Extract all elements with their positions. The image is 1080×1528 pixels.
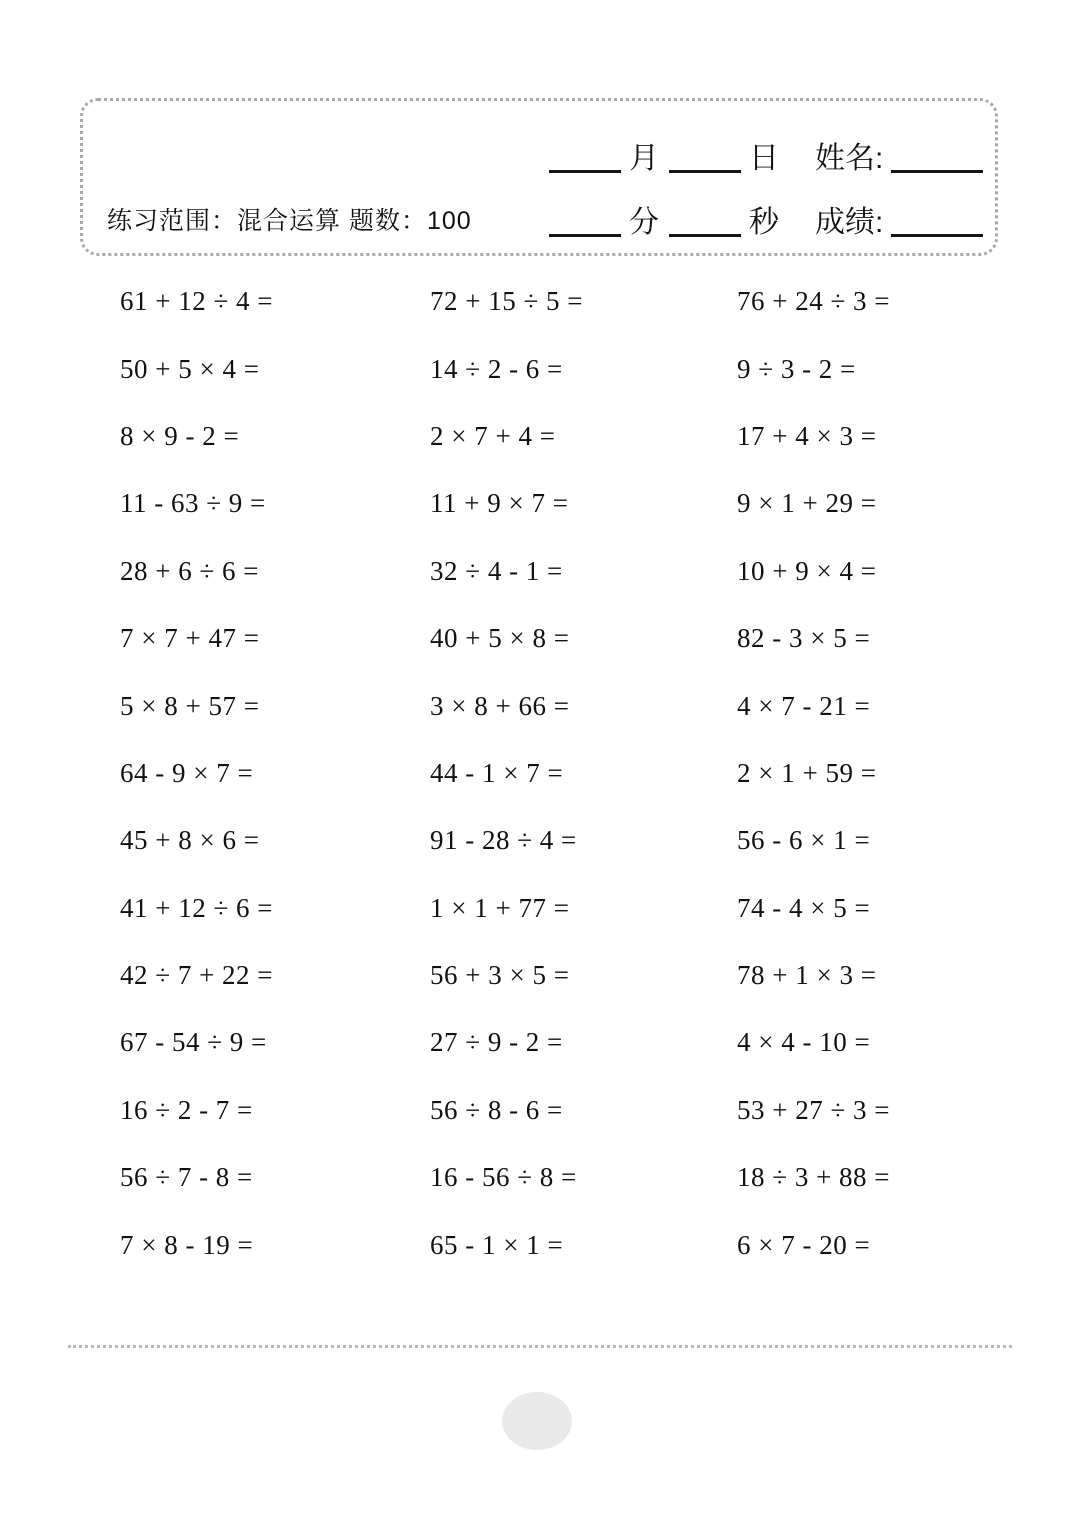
score-label: 成绩: (815, 206, 884, 239)
problem: 11 - 63 ÷ 9 = (120, 488, 266, 519)
page-number-placeholder (502, 1392, 572, 1450)
problem: 3 × 8 + 66 = (430, 690, 570, 721)
problem: 61 + 12 ÷ 4 = (120, 286, 274, 317)
problem: 44 - 1 × 7 = (430, 757, 564, 788)
problem: 67 - 54 ÷ 9 = (120, 1027, 267, 1058)
problem: 27 ÷ 9 - 2 = (430, 1027, 563, 1058)
month-blank (549, 146, 621, 173)
minute-blank (549, 210, 621, 237)
date-line (549, 133, 983, 177)
problem: 32 ÷ 4 - 1 = (430, 555, 563, 586)
problem: 56 ÷ 7 - 8 = (120, 1162, 253, 1193)
problem: 5 × 8 + 57 = (120, 690, 260, 721)
minute-label: 分 (629, 206, 659, 239)
problem: 41 + 12 ÷ 6 = (120, 892, 274, 923)
problem: 6 × 7 - 20 = (737, 1229, 871, 1260)
problem: 8 × 9 - 2 = (120, 420, 240, 451)
second-label: 秒 (749, 206, 779, 239)
day-label: 日 (749, 142, 779, 175)
problem: 65 - 1 × 1 = (430, 1229, 564, 1260)
footer-dotted-divider (68, 1345, 1012, 1348)
problem: 2 × 1 + 59 = (737, 757, 877, 788)
day-blank (669, 146, 741, 173)
problem: 56 ÷ 8 - 6 = (430, 1094, 563, 1125)
score-blank (891, 210, 983, 237)
problem: 53 + 27 ÷ 3 = (737, 1094, 891, 1125)
problem: 42 ÷ 7 + 22 = (120, 960, 274, 991)
problem: 17 + 4 × 3 = (737, 420, 877, 451)
problem: 7 × 8 - 19 = (120, 1229, 254, 1260)
header-box (80, 98, 998, 256)
problem: 1 × 1 + 77 = (430, 892, 570, 923)
problem: 16 ÷ 2 - 7 = (120, 1094, 253, 1125)
problem-grid (120, 268, 1000, 1279)
problem: 74 - 4 × 5 = (737, 892, 871, 923)
problem: 56 + 3 × 5 = (430, 960, 570, 991)
practice-range-label: 练习范围：混合运算 题数：100 (107, 207, 472, 235)
problem: 91 - 28 ÷ 4 = (430, 825, 577, 856)
problem: 10 + 9 × 4 = (737, 555, 877, 586)
problem: 50 + 5 × 4 = (120, 353, 260, 384)
problem: 45 + 8 × 6 = (120, 825, 260, 856)
problem: 76 + 24 ÷ 3 = (737, 286, 891, 317)
problem: 4 × 7 - 21 = (737, 690, 871, 721)
problem: 7 × 7 + 47 = (120, 623, 260, 654)
name-blank (891, 146, 983, 173)
time-line (549, 197, 983, 241)
problem: 64 - 9 × 7 = (120, 757, 254, 788)
problem: 28 + 6 ÷ 6 = (120, 555, 260, 586)
second-blank (669, 210, 741, 237)
problem: 2 × 7 + 4 = (430, 420, 556, 451)
problem: 16 - 56 ÷ 8 = (430, 1162, 577, 1193)
problem: 82 - 3 × 5 = (737, 623, 871, 654)
problem: 56 - 6 × 1 = (737, 825, 871, 856)
month-label: 月 (629, 142, 659, 175)
problem: 4 × 4 - 10 = (737, 1027, 871, 1058)
problem: 14 ÷ 2 - 6 = (430, 353, 563, 384)
problem: 78 + 1 × 3 = (737, 960, 877, 991)
problem: 9 × 1 + 29 = (737, 488, 877, 519)
problem: 40 + 5 × 8 = (430, 623, 570, 654)
problem: 11 + 9 × 7 = (430, 488, 569, 519)
problem: 18 ÷ 3 + 88 = (737, 1162, 891, 1193)
name-label: 姓名: (815, 142, 884, 175)
problem: 9 ÷ 3 - 2 = (737, 353, 856, 384)
problem: 72 + 15 ÷ 5 = (430, 286, 584, 317)
